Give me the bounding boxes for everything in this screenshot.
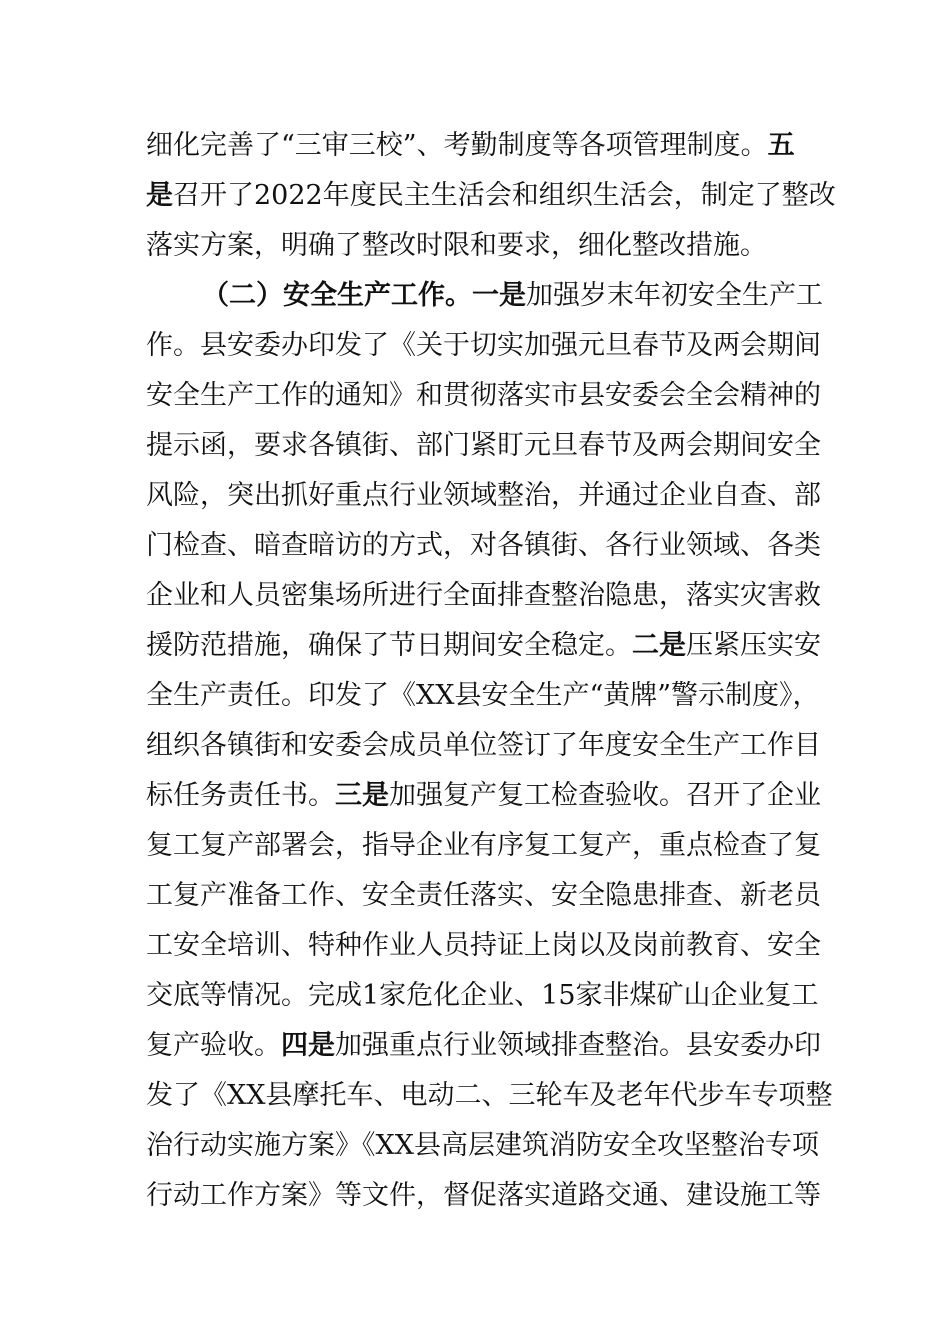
- bold-ordinal: 是: [146, 180, 173, 211]
- paragraph-2-line: 治行动实施方案》《XX县高层建筑消防安全攻坚整治专项: [146, 1130, 819, 1161]
- paragraph-2-line: 作。县安委办印发了《关于切实加强元旦春节及两会期间: [146, 330, 821, 361]
- section-heading: （二）安全生产工作。一是: [202, 280, 526, 311]
- bold-ordinal: 四是: [281, 1030, 335, 1061]
- paragraph-2-line: 组织各镇街和安委会成员单位签订了年度安全生产工作目: [146, 730, 821, 761]
- paragraph-2-line: 复工复产部署会，指导企业有序复工复产，重点检查了复: [146, 830, 821, 861]
- paragraph-2-line: 交底等情况。完成1家危化企业、15家非煤矿山企业复工: [146, 980, 819, 1011]
- paragraph-1-line: [146, 126, 795, 166]
- text-run: 召开了2022年度民主生活会和组织生活会，制定了整改: [173, 180, 836, 211]
- paragraph-1-line: 落实方案，明确了整改时限和要求，细化整改措施。: [146, 230, 767, 261]
- bold-ordinal: 二是: [632, 630, 686, 661]
- bold-ordinal: 五: [767, 130, 795, 161]
- bold-ordinal: 三是: [335, 780, 389, 811]
- paragraph-2-line: [146, 1026, 821, 1066]
- paragraph-2-line: 工安全培训、特种作业人员持证上岗以及岗前教育、安全: [146, 930, 821, 961]
- paragraph-2-line: 全生产责任。印发了《XX县安全生产“黄牌”警示制度》，: [146, 680, 820, 711]
- text-run: 加强重点行业领域排查整治。县安委办印: [335, 1030, 821, 1061]
- paragraph-2-line: 门检查、暗查暗访的方式，对各镇街、各行业领域、各类: [146, 530, 821, 561]
- paragraph-2-line: [202, 276, 823, 316]
- paragraph-2-line: 风险，突出抓好重点行业领域整治，并通过企业自查、部: [146, 480, 821, 511]
- paragraph-2-line: 企业和人员密集场所进行全面排查整治隐患，落实灾害救: [146, 580, 821, 611]
- paragraph-2-line: [146, 626, 821, 666]
- text-run: 细化完善了“三审三校”、考勤制度等各项管理制度。: [146, 130, 768, 161]
- paragraph-2-line: 发了《XX县摩托车、电动二、三轮车及老年代步车专项整: [146, 1080, 833, 1111]
- paragraph-2-line: 提示函，要求各镇街、部门紧盯元旦春节及两会期间安全: [146, 430, 821, 461]
- paragraph-2-line: [146, 776, 821, 816]
- paragraph-1-line: [146, 176, 836, 216]
- text-run: 加强岁末年初安全生产工: [526, 280, 823, 311]
- text-run: 援防范措施，确保了节日期间安全稳定。: [146, 630, 632, 661]
- text-run: 压紧压实安: [686, 630, 821, 661]
- text-run: 加强复产复工检查验收。召开了企业: [389, 780, 821, 811]
- paragraph-2-line: 行动工作方案》等文件，督促落实道路交通、建设施工等: [146, 1180, 821, 1211]
- paragraph-2-line: 工复产准备工作、安全责任落实、安全隐患排查、新老员: [146, 880, 821, 911]
- text-run: 标任务责任书。: [146, 780, 335, 811]
- paragraph-2-line: 安全生产工作的通知》和贯彻落实市县安委会全会精神的: [146, 380, 821, 411]
- text-run: 复产验收。: [146, 1030, 281, 1061]
